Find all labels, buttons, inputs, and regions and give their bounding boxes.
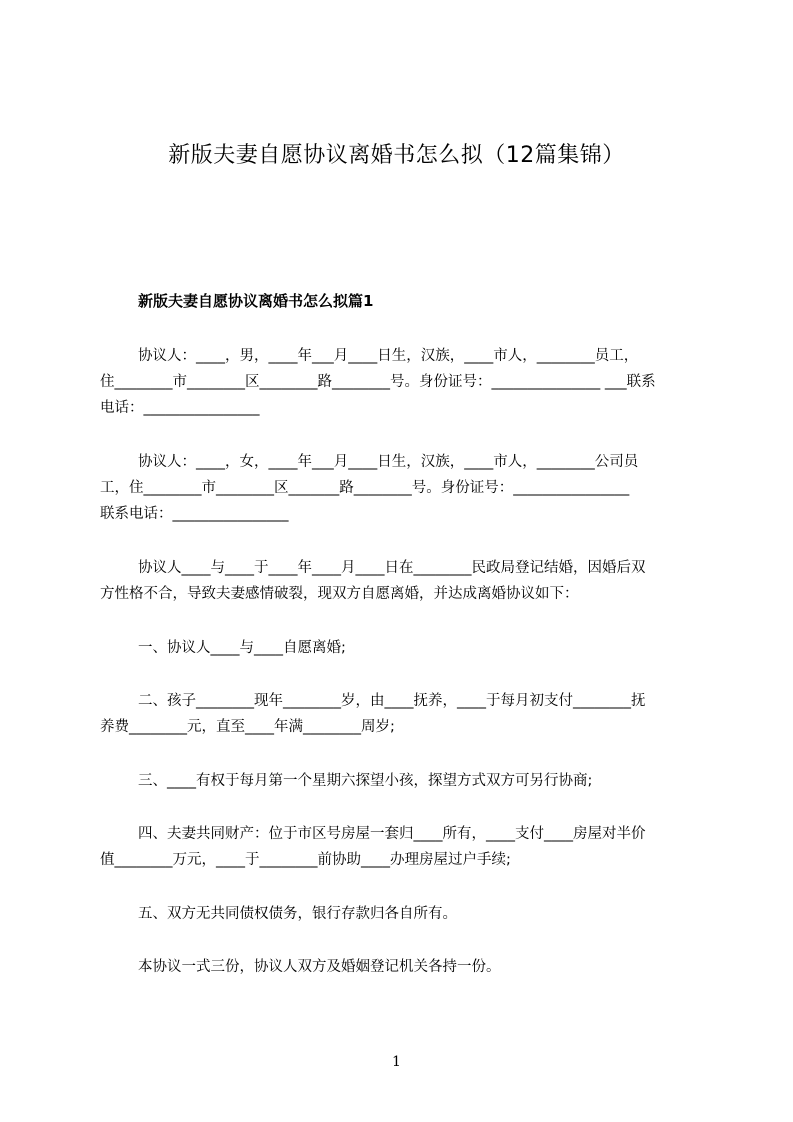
document-title: 新版夫妻自愿协议离婚书怎么拟（12篇集锦）	[168, 143, 625, 168]
closing-paragraph	[100, 954, 700, 980]
paragraph-line: 电话：________________	[100, 400, 260, 416]
paragraph-line: 协议人____与____于____年____月____日在________民政局登记结婚，因婚后双	[138, 560, 646, 576]
paragraph-line: 本协议一式三份，协议人双方及婚姻登记机关各持一份。	[138, 959, 501, 975]
clause-1	[100, 635, 700, 661]
paragraph-line: 养费________元，直至____年满________周岁;	[100, 719, 395, 735]
paragraph-marriage	[100, 555, 700, 607]
section-title: 新版夫妻自愿协议离婚书怎么拟篇1	[138, 292, 374, 310]
paragraph-line: 五、双方无共同债权债务，银行存款归各自所有。	[138, 906, 457, 922]
paragraph-line: 协议人：____，女，____年___月____日生，汉族，____市人，________公司员	[138, 454, 639, 470]
paragraph-line: 一、协议人____与____自愿离婚;	[138, 640, 346, 656]
clause-3	[100, 768, 700, 794]
paragraph-line: 值________万元，____于________前协助____办理房屋过户手续;	[100, 852, 511, 868]
paragraph-party-male	[100, 343, 700, 421]
paragraph-line: 三、____有权于每月第一个星期六探望小孩，探望方式双方可另行协商;	[138, 773, 593, 789]
paragraph-line: 住________市________区________路________号。身份证号：_______________ ___联系	[100, 374, 656, 390]
clause-4	[100, 821, 700, 873]
clause-5	[100, 901, 700, 927]
clause-2	[100, 688, 700, 740]
paragraph-line: 四、夫妻共同财产：位于市区号房屋一套归____所有，____支付____房屋对半价	[138, 826, 646, 842]
paragraph-party-female	[100, 449, 700, 527]
paragraph-line: 工，住________市________区_______路________号。身份证号：________________	[100, 480, 630, 496]
paragraph-line: 二、孩子________现年________岁，由____抚养，____于每月初支付________抚	[138, 693, 646, 709]
paragraph-line: 协议人：____，男，____年___月____日生，汉族，____市人，________员工，	[138, 348, 639, 364]
page-number: 1	[392, 1054, 401, 1070]
paragraph-line: 方性格不合，导致夫妻感情破裂，现双方自愿离婚，并达成离婚协议如下：	[100, 586, 579, 602]
paragraph-line: 联系电话：________________	[100, 506, 289, 522]
